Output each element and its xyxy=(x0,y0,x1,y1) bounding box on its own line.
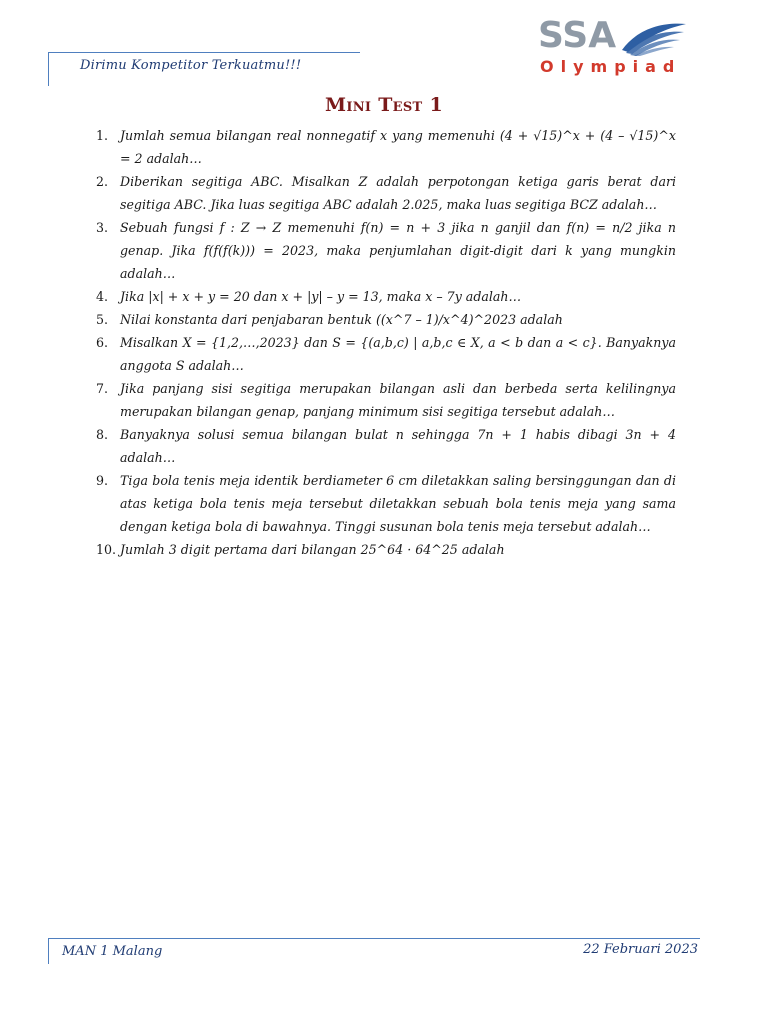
ssa-olympiad-logo xyxy=(536,15,686,78)
question-item xyxy=(96,124,676,170)
question-text: Tiga bola tenis meja identik berdiameter 6 cm diletakkan saling bersinggungan dan di atas ketiga bola tenis meja tersebut diletakkan sebuah bola tenis meja yang sama dengan ketiga bola di bawahnya. Tinggi susunan bola tenis meja tersebut adalah… xyxy=(120,473,676,534)
question-number: 2. xyxy=(96,174,109,189)
question-item xyxy=(96,308,676,331)
question-item xyxy=(96,170,676,216)
header-tagline: Dirimu Kompetitor Terkuatmu!!! xyxy=(80,58,302,73)
question-text: Banyaknya solusi semua bilangan bulat n sehingga 7n + 1 habis dibagi 3n + 4 adalah… xyxy=(120,427,676,465)
question-number: 9. xyxy=(96,473,109,488)
question-number: 10. xyxy=(96,542,117,557)
question-text: Jumlah 3 digit pertama dari bilangan 25^64 · 64^25 adalah xyxy=(120,542,505,557)
question-number: 7. xyxy=(96,381,109,396)
question-item xyxy=(96,331,676,377)
footer-date: 22 Februari 2023 xyxy=(583,942,698,957)
question-number: 1. xyxy=(96,128,109,143)
question-text: Jika |x| + x + y = 20 dan x + |y| – y = 13, maka x – 7y adalah… xyxy=(120,289,522,304)
footer-school: MAN 1 Malang xyxy=(62,944,163,959)
question-text: Sebuah fungsi f : Z → Z memenuhi f(n) = n + 3 jika n ganjil dan f(n) = n/2 jika n genap. Jika f(f(f(k))) = 2023, maka penjumlahan digit-digit dari k yang mungkin adalah… xyxy=(120,220,676,281)
question-text: Diberikan segitiga ABC. Misalkan Z adalah perpotongan ketiga garis berat dari segitiga ABC. Jika luas segitiga ABC adalah 2.025, maka luas segitiga BCZ adalah… xyxy=(120,174,676,212)
question-text: Nilai konstanta dari penjabaran bentuk ((x^7 – 1)/x^4)^2023 adalah xyxy=(120,312,563,327)
question-item xyxy=(96,216,676,285)
question-number: 6. xyxy=(96,335,109,350)
header-rule-vertical xyxy=(48,52,49,86)
question-list xyxy=(96,124,676,561)
question-text: Jumlah semua bilangan real nonnegatif x yang memenuhi (4 + √15)^x + (4 – √15)^x = 2 adalah… xyxy=(120,128,676,166)
header-rule xyxy=(48,52,360,53)
footer-rule xyxy=(48,938,700,939)
wing-icon xyxy=(618,20,688,56)
logo-text: SSA xyxy=(538,15,617,56)
question-item xyxy=(96,423,676,469)
question-text: Misalkan X = {1,2,…,2023} dan S = {(a,b,c) | a,b,c ∈ X, a < b dan a < c}. Banyaknya anggota S adalah… xyxy=(120,335,676,373)
question-item xyxy=(96,285,676,308)
page-title: Mini Test 1 xyxy=(325,94,443,116)
question-number: 8. xyxy=(96,427,109,442)
question-number: 4. xyxy=(96,289,109,304)
question-item xyxy=(96,469,676,538)
question-number: 5. xyxy=(96,312,109,327)
question-item xyxy=(96,538,676,561)
question-text: Jika panjang sisi segitiga merupakan bilangan asli dan berbeda serta kelilingnya merupakan bilangan genap, panjang minimum sisi segitiga tersebut adalah… xyxy=(120,381,676,419)
logo-subtext: Olympiad xyxy=(540,57,682,76)
question-number: 3. xyxy=(96,220,109,235)
footer-rule-vertical xyxy=(48,938,49,964)
question-item xyxy=(96,377,676,423)
